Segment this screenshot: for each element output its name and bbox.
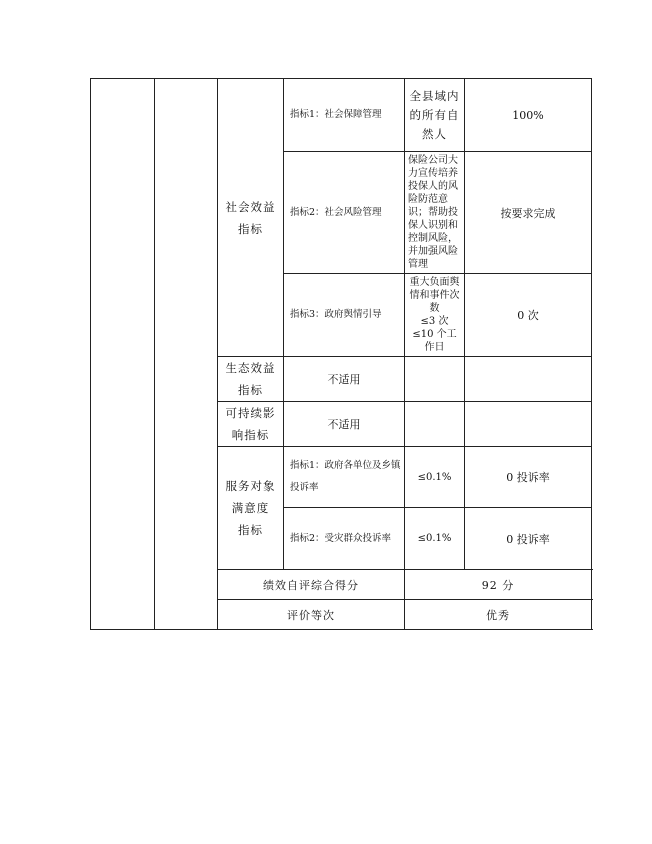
performance-table: [90, 78, 592, 630]
sustainable-category: 可持续影 响指标: [218, 402, 284, 447]
social-indicator-3: 指标3：政府舆情引导: [284, 274, 405, 357]
social-indicator-2: 指标2：社会风险管理: [284, 152, 405, 274]
social-actual-3: 0 次: [465, 274, 592, 357]
social-actual-2: 按要求完成: [465, 152, 592, 274]
satisfaction-indicator-2: 指标2：受灾群众投诉率: [284, 508, 405, 570]
social-benefit-category: 社会效益 指标: [218, 79, 284, 357]
social-target-2: 保险公司大 力宣传培养 投保人的风 险防范意 识；帮助投 保人识别和 控制风险， 并加强风险 管理: [405, 152, 465, 274]
ecological-category: 生态效益 指标: [218, 357, 284, 402]
score-label: 绩效自评综合得分: [218, 570, 405, 600]
satisfaction-target-1: ≤0.1%: [405, 447, 465, 508]
social-target-1: 全县域内 的所有自 然人: [405, 79, 465, 152]
satisfaction-actual-2: 0 投诉率: [465, 508, 592, 570]
satisfaction-category: 服务对象 满意度 指标: [218, 447, 284, 570]
ecological-indicator: 不适用: [284, 357, 405, 402]
social-indicator-1: 指标1：社会保障管理: [284, 79, 405, 152]
sustainable-target: [405, 402, 465, 447]
score-value: 92 分: [405, 570, 592, 600]
satisfaction-target-2: ≤0.1%: [405, 508, 465, 570]
ecological-actual: [465, 357, 592, 402]
sustainable-indicator: 不适用: [284, 402, 405, 447]
social-row-1: [91, 79, 592, 152]
grade-label: 评价等次: [218, 600, 405, 630]
grade-value: 优秀: [405, 600, 592, 630]
satisfaction-indicator-1: 指标1：政府各单位及乡镇 投诉率: [284, 447, 405, 508]
ecological-target: [405, 357, 465, 402]
satisfaction-actual-1: 0 投诉率: [465, 447, 592, 508]
social-target-3: 重大负面舆 情和事件次 数 ≤3 次 ≤10 个工 作日: [405, 274, 465, 357]
blank-col-1: [91, 79, 155, 630]
social-actual-1: 100%: [465, 79, 592, 152]
sustainable-actual: [465, 402, 592, 447]
blank-col-2: [155, 79, 218, 630]
